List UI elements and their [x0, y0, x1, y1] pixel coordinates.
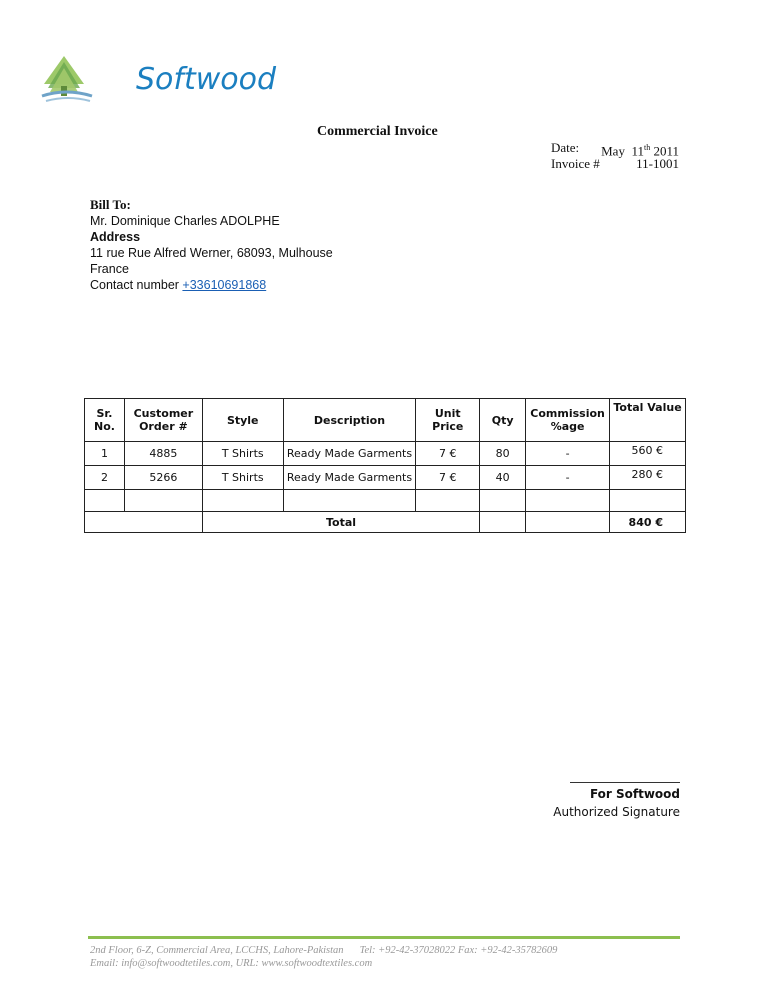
tree-icon: [42, 56, 92, 101]
header-unit-price: Unit Price: [416, 399, 480, 442]
authorized-signature-label: Authorized Signature: [553, 805, 680, 819]
cell-qty: 80: [480, 442, 526, 466]
cell-price: 7 €: [416, 466, 480, 490]
footer-divider: [88, 936, 680, 939]
cell-sr: 1: [85, 442, 125, 466]
header-qty: Qty: [480, 399, 526, 442]
footer-phone: Tel: +92-42-37028022 Fax: +92-42-35782609: [359, 945, 558, 956]
cell-total: 560 €: [610, 442, 686, 466]
footer: [90, 944, 557, 970]
table-header-row: [85, 399, 686, 442]
header-total-value: Total Value: [610, 399, 686, 442]
cell-order: 5266: [124, 466, 202, 490]
table-row: [85, 442, 686, 466]
cell-description: Ready Made Garments: [283, 442, 416, 466]
empty-row: [85, 490, 686, 512]
invoice-number: 11-1001: [636, 156, 679, 171]
header-sr-no: Sr. No.: [85, 399, 125, 442]
address-line-1: 11 rue Rue Alfred Werner, 68093, Mulhouse: [90, 246, 333, 260]
cell-sr: 2: [85, 466, 125, 490]
invoice-title: Commercial Invoice: [317, 124, 438, 139]
total-value: 840 €: [610, 512, 686, 533]
header-commission: Commission %age: [526, 399, 610, 442]
signature-block: [540, 774, 680, 819]
customer-name: Mr. Dominique Charles ADOLPHE: [90, 214, 280, 228]
cell-style: T Shirts: [202, 442, 283, 466]
header-customer-order: Customer Order #: [124, 399, 202, 442]
date-row: [551, 140, 679, 159]
footer-address: 2nd Floor, 6-Z, Commercial Area, LCCHS, Lahore-Pakistan: [90, 945, 344, 956]
total-row: [85, 512, 686, 533]
contact-label: Contact number: [90, 278, 179, 292]
items-table: [84, 398, 686, 533]
bill-to-block: [90, 197, 333, 293]
header-description: Description: [283, 399, 416, 442]
company-logo-text: Softwood: [136, 62, 277, 97]
cell-order: 4885: [124, 442, 202, 466]
contact-number-link[interactable]: +33610691868: [182, 278, 267, 292]
signature-line: [570, 774, 680, 783]
cell-style: T Shirts: [202, 466, 283, 490]
cell-price: 7 €: [416, 442, 480, 466]
contact-row: [90, 277, 333, 293]
cell-commission: -: [526, 466, 610, 490]
for-company-label: For Softwood: [589, 787, 680, 801]
date-label: Date:: [551, 140, 580, 155]
date-value: May 11th 2011: [601, 143, 679, 159]
cell-qty: 40: [480, 466, 526, 490]
bill-to-label: Bill To:: [90, 197, 131, 212]
table-row: [85, 466, 686, 490]
invoice-number-label: Invoice #: [551, 156, 600, 171]
footer-contact: Email: info@softwoodtetiles.com, URL: www.softwoodtextiles.com: [90, 958, 373, 969]
footer-line-1: [90, 944, 557, 957]
address-label: Address: [90, 230, 141, 244]
cell-description: Ready Made Garments: [283, 466, 416, 490]
invoice-number-row: [551, 156, 679, 172]
cell-total: 280 €: [610, 466, 686, 490]
invoice-meta: [551, 140, 679, 172]
total-label: Total: [202, 512, 479, 533]
cell-commission: -: [526, 442, 610, 466]
header-style: Style: [202, 399, 283, 442]
address-line-2: France: [90, 262, 129, 276]
